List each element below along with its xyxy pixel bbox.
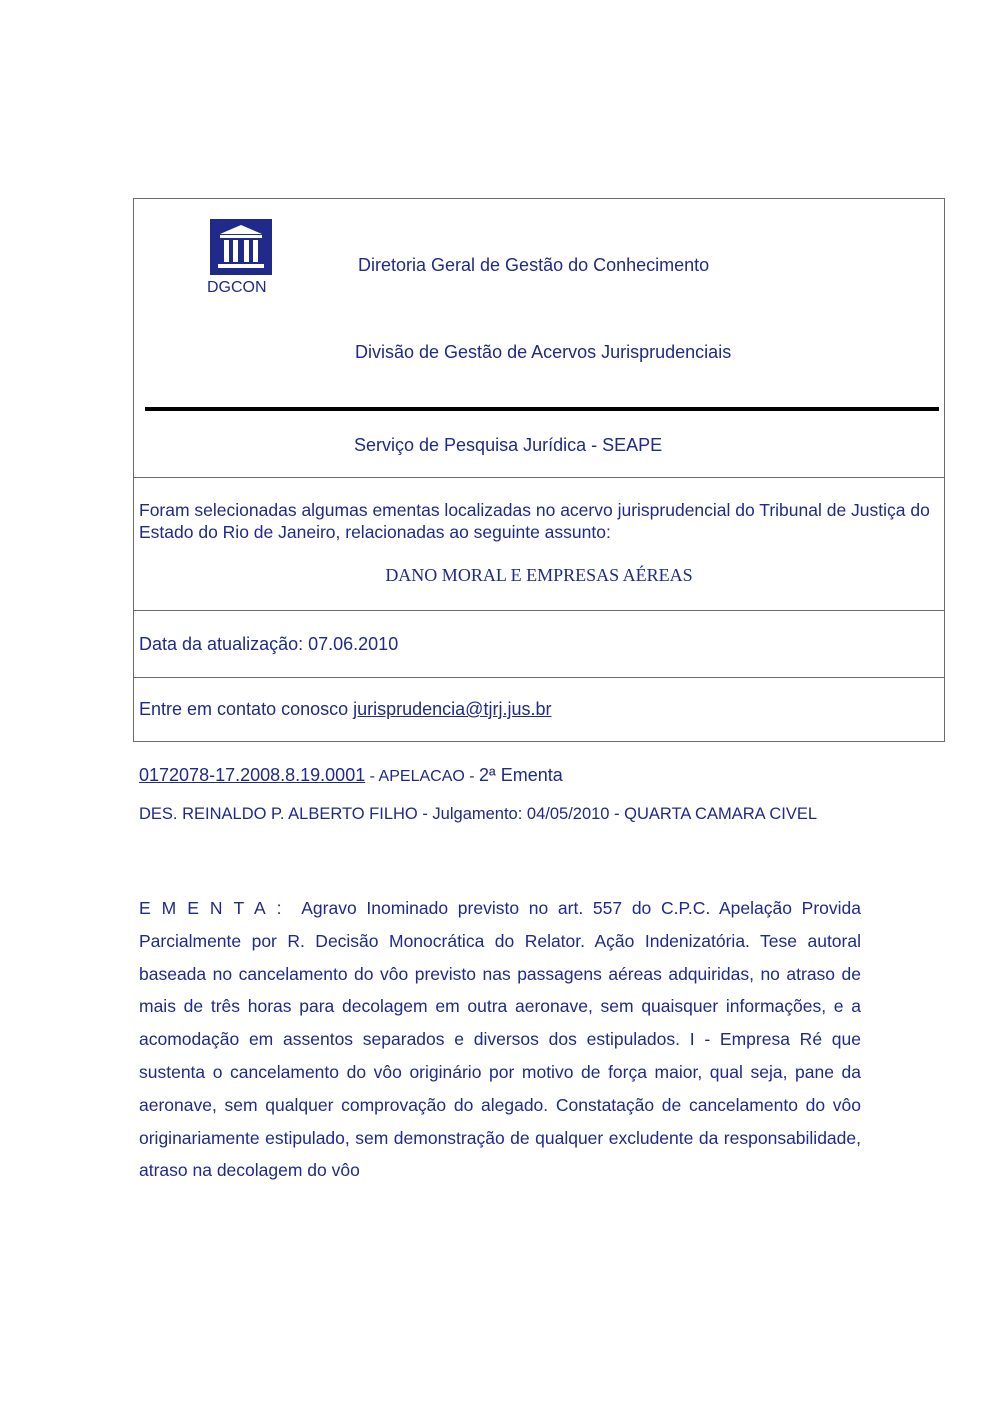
intro-text: Foram selecionadas algumas ementas localizadas no acervo jurisprudencial do Tribunal de Justiça do Estado do Rio de Janeiro, relacionadas ao seguinte assunto: bbox=[139, 500, 930, 542]
directorate-title: Diretoria Geral de Gestão do Conhecimento bbox=[358, 255, 710, 275]
ementa-text: Agravo Inominado previsto no art. 557 do C.P.C. Apelação Provida Parcialmente por R. Decisão Monocrática do Relator. Ação Indenizatória. Tese autoral baseada no cancelamento do vôo previsto nas passagens aéreas adquiridas, no atraso de mais de três horas para decolagem em outra aeronave, sem quaisquer informações, e a acomodação em assentos separados e diversos dos estipulados. I - Empresa Ré que sustenta o cancelamento do vôo originário por motivo de força maior, qual seja, pane da aeronave, sem qualquer comprovação do alegado. Constatação de cancelamento do vôo originariamente estipulado, sem demonstração de qualquer excludente da responsabilidade, atraso na decolagem do vôo bbox=[139, 898, 861, 1181]
header-table bbox=[133, 198, 945, 742]
divider bbox=[134, 477, 944, 478]
case-number-link[interactable]: 0172078-17.2008.8.19.0001 bbox=[139, 765, 366, 785]
subject-title: DANO MORAL E EMPRESAS AÉREAS bbox=[385, 565, 693, 585]
judge-line: DES. REINALDO P. ALBERTO FILHO - Julgamento: 04/05/2010 - QUARTA CAMARA CIVEL bbox=[139, 805, 818, 823]
service-title: Serviço de Pesquisa Jurídica - SEAPE bbox=[354, 435, 663, 455]
contact-email-link[interactable]: jurisprudencia@tjrj.jus.br bbox=[353, 699, 552, 719]
division-title: Divisão de Gestão de Acervos Jurisprudenciais bbox=[355, 342, 732, 362]
divider bbox=[134, 610, 944, 611]
ementa-number: 2ª Ementa bbox=[479, 765, 563, 785]
case-header bbox=[139, 765, 563, 786]
update-date: Data da atualização: 07.06.2010 bbox=[139, 634, 399, 654]
contact-prefix: Entre em contato conosco bbox=[139, 699, 354, 719]
case-type: - APELACAO - bbox=[365, 768, 480, 785]
divider bbox=[134, 677, 944, 678]
contact-line bbox=[139, 699, 551, 720]
header-rule bbox=[145, 407, 939, 411]
ementa-body bbox=[139, 892, 861, 1187]
logo-label: DGCON bbox=[207, 279, 267, 296]
courthouse-icon bbox=[210, 219, 272, 275]
ementa-label: EMENTA: bbox=[139, 898, 293, 918]
